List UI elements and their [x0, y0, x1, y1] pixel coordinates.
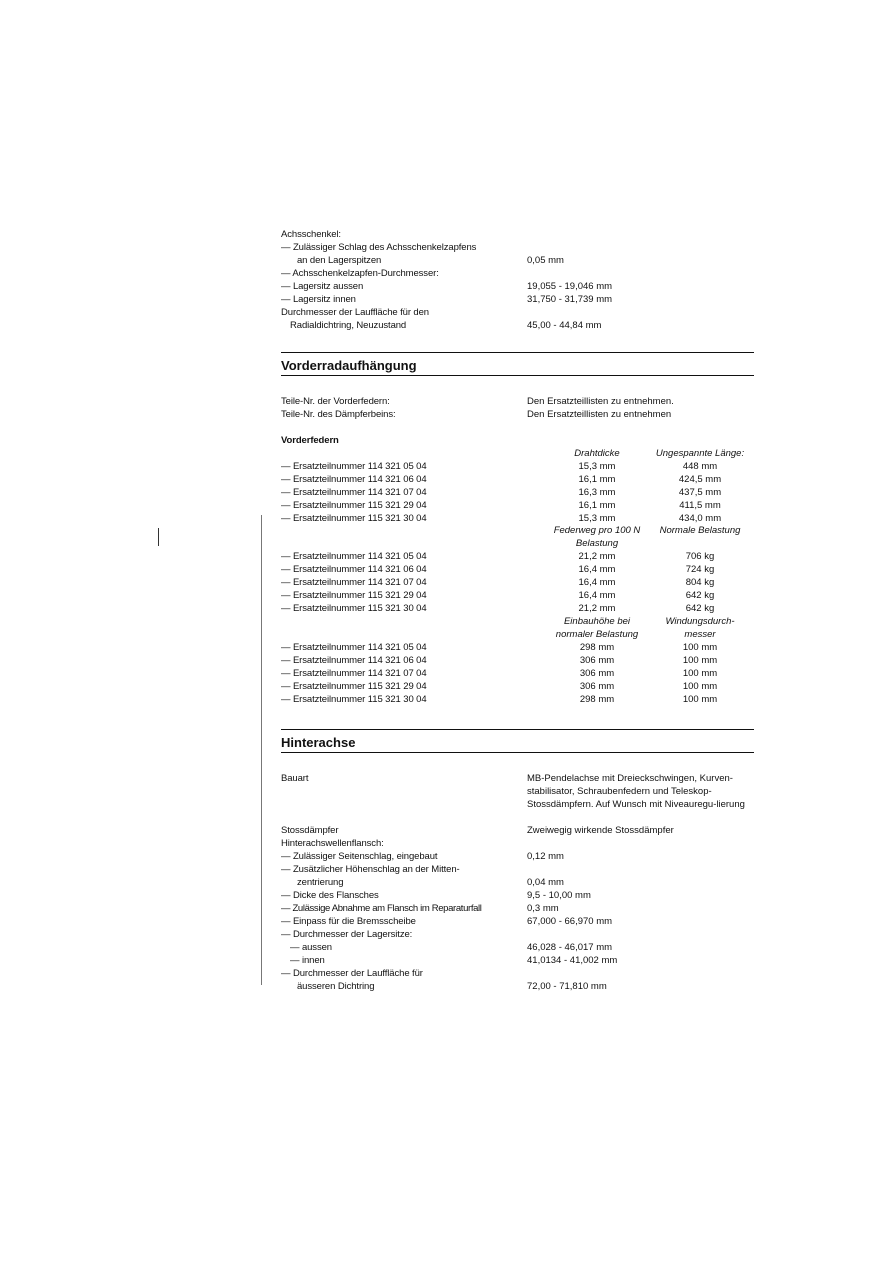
- hinterachse-row-value: 0,04 mm: [527, 877, 564, 888]
- stossdaempfer-value: Zweiwegig wirkende Stossdämpfer: [527, 825, 674, 836]
- spring-row-value: 306 mm: [579, 668, 615, 679]
- section-rule-top: [281, 352, 754, 353]
- spring-row-value: 21,2 mm: [578, 551, 616, 562]
- vorderfedern-heading: Vorderfedern: [281, 435, 339, 446]
- spring-row-label: — Ersatzteilnummer 114 321 06 04: [281, 564, 427, 575]
- achsschenkel-row-label: — Achsschenkelzapfen-Durchmesser:: [281, 268, 439, 279]
- teile-federn-value: Den Ersatzteillisten zu entnehmen.: [527, 396, 674, 407]
- column-header-drahtdicke: Drahtdicke: [574, 448, 620, 459]
- teile-daempfer-label: Teile-Nr. des Dämpferbeins:: [281, 409, 396, 420]
- spring-row-value: 424,5 mm: [678, 474, 722, 485]
- spring-row-value: 642 kg: [685, 590, 715, 601]
- hinterachse-row-label: zentrierung: [297, 877, 344, 888]
- spring-row-label: — Ersatzteilnummer 114 321 07 04: [281, 668, 427, 679]
- achsschenkel-row-value: 31,750 - 31,739 mm: [527, 294, 613, 305]
- achsschenkel-row-label: Durchmesser der Lauffläche für den: [281, 307, 429, 318]
- teile-federn-label: Teile-Nr. der Vorderfedern:: [281, 396, 390, 407]
- spring-row-value: 448 mm: [682, 461, 718, 472]
- spring-row-value: 298 mm: [579, 642, 615, 653]
- spring-row-value: 100 mm: [682, 681, 718, 692]
- section-rule-bottom: [281, 375, 754, 376]
- spring-row-value: 724 kg: [685, 564, 715, 575]
- hinterachse-row-label: — Durchmesser der Lagersitze:: [281, 929, 413, 940]
- margin-mark: [158, 528, 159, 546]
- spring-row-label: — Ersatzteilnummer 114 321 06 04: [281, 474, 427, 485]
- column-header-einbauhoehe: Einbauhöhe bei: [563, 616, 631, 627]
- spring-row-label: — Ersatzteilnummer 115 321 30 04: [281, 603, 427, 614]
- spring-row-value: 16,4 mm: [578, 577, 616, 588]
- hinterachse-row-value: 0,12 mm: [527, 851, 564, 862]
- spring-row-value: 306 mm: [579, 655, 615, 666]
- column-header-laenge: Ungespannte Länge:: [655, 448, 745, 459]
- spring-row-label: — Ersatzteilnummer 114 321 07 04: [281, 487, 427, 498]
- spring-row-value: 100 mm: [682, 655, 718, 666]
- bauart-label: Bauart: [281, 773, 309, 784]
- spring-row-value: 434,0 mm: [678, 513, 722, 524]
- spring-row-label: — Ersatzteilnummer 115 321 29 04: [281, 590, 427, 601]
- spring-row-value: 16,4 mm: [578, 590, 616, 601]
- column-header-windung-2: messer: [684, 629, 716, 640]
- column-header-federweg-2: Belastung: [575, 538, 619, 549]
- column-header-federweg: Federweg pro 100 N: [553, 525, 641, 536]
- hinterachse-row-value: 46,028 - 46,017 mm: [527, 942, 613, 953]
- achsschenkel-row-label: Radialdichtring, Neuzustand: [290, 320, 407, 331]
- spring-row-label: — Ersatzteilnummer 115 321 29 04: [281, 681, 427, 692]
- spring-row-value: 16,1 mm: [578, 474, 616, 485]
- spring-row-value: 306 mm: [579, 681, 615, 692]
- spring-row-value: 16,3 mm: [578, 487, 616, 498]
- column-header-belastung: Normale Belastung: [659, 525, 741, 536]
- hinterachse-row-value: 67,000 - 66,970 mm: [527, 916, 613, 927]
- hinterachse-row-value: 41,0134 - 41,002 mm: [527, 955, 618, 966]
- achsschenkel-heading: Achsschenkel:: [281, 229, 341, 240]
- hinterachse-row-label: — innen: [290, 955, 325, 966]
- hinterachse-row-value: 9,5 - 10,00 mm: [527, 890, 591, 901]
- spring-row-value: 706 kg: [685, 551, 715, 562]
- teile-daempfer-value: Den Ersatzteillisten zu entnehmen: [527, 409, 672, 420]
- spring-row-label: — Ersatzteilnummer 114 321 07 04: [281, 577, 427, 588]
- spring-row-value: 298 mm: [579, 694, 615, 705]
- spring-row-label: — Ersatzteilnummer 114 321 06 04: [281, 655, 427, 666]
- spring-row-value: 100 mm: [682, 668, 718, 679]
- achsschenkel-row-label: an den Lagerspitzen: [297, 255, 382, 266]
- spring-row-value: 21,2 mm: [578, 603, 616, 614]
- achsschenkel-row-label: — Lagersitz aussen: [281, 281, 364, 292]
- achsschenkel-row-value: 45,00 - 44,84 mm: [527, 320, 602, 331]
- section-title-vorderrad: Vorderradaufhängung: [281, 358, 417, 373]
- hinterachse-row-value: 0,3 mm: [527, 903, 559, 914]
- spring-row-value: 15,3 mm: [578, 461, 616, 472]
- spring-row-value: 100 mm: [682, 642, 718, 653]
- spring-row-value: 437,5 mm: [678, 487, 722, 498]
- column-header-einbauhoehe-2: normaler Belastung: [555, 629, 639, 640]
- hinterachse-row-label: — Zulässige Abnahme am Flansch im Reparaturfall: [281, 903, 482, 914]
- flansch-heading: Hinterachswellenflansch:: [281, 838, 384, 849]
- hinterachse-row-label: — Zulässiger Seitenschlag, eingebaut: [281, 851, 438, 862]
- hinterachse-row-label: — Zusätzlicher Höhenschlag an der Mitten-: [281, 864, 460, 875]
- bauart-value: MB-Pendelachse mit Dreieckschwingen, Kurven-stabilisator, Schraubenfedern und Teleskop-Stossdämpfern. Auf Wunsch mit Niveauregu-lierung: [527, 773, 745, 810]
- hinterachse-row-label: äusseren Dichtring: [297, 981, 375, 992]
- spring-row-value: 100 mm: [682, 694, 718, 705]
- spring-row-label: — Ersatzteilnummer 114 321 05 04: [281, 551, 427, 562]
- spring-row-value: 411,5 mm: [679, 500, 721, 511]
- spring-row-label: — Ersatzteilnummer 114 321 05 04: [281, 642, 427, 653]
- spring-row-label: — Ersatzteilnummer 115 321 30 04: [281, 513, 427, 524]
- spring-row-value: 642 kg: [685, 603, 715, 614]
- spring-row-label: — Ersatzteilnummer 115 321 30 04: [281, 694, 427, 705]
- section-rule-bottom: [281, 752, 754, 753]
- stossdaempfer-label: Stossdämpfer: [281, 825, 339, 836]
- achsschenkel-row-label: — Zulässiger Schlag des Achsschenkelzapfens: [281, 242, 477, 253]
- achsschenkel-row-value: 19,055 - 19,046 mm: [527, 281, 613, 292]
- spring-row-value: 804 kg: [685, 577, 715, 588]
- section-rule-top: [281, 729, 754, 730]
- hinterachse-row-label: — Dicke des Flansches: [281, 890, 379, 901]
- hinterachse-row-label: — Durchmesser der Lauffläche für: [281, 968, 423, 979]
- section-title-hinterachse: Hinterachse: [281, 735, 356, 750]
- hinterachse-row-label: — Einpass für die Bremsscheibe: [281, 916, 416, 927]
- spring-row-value: 15,3 mm: [578, 513, 616, 524]
- achsschenkel-row-value: 0,05 mm: [527, 255, 564, 266]
- spring-row-value: 16,4 mm: [578, 564, 616, 575]
- achsschenkel-row-label: — Lagersitz innen: [281, 294, 356, 305]
- hinterachse-row-value: 72,00 - 71,810 mm: [527, 981, 607, 992]
- spring-row-value: 16,1 mm: [578, 500, 616, 511]
- spring-row-label: — Ersatzteilnummer 114 321 05 04: [281, 461, 427, 472]
- spring-row-label: — Ersatzteilnummer 115 321 29 04: [281, 500, 427, 511]
- column-header-windung: Windungsdurch-: [665, 616, 735, 627]
- hinterachse-row-label: — aussen: [290, 942, 332, 953]
- margin-bar: [261, 515, 262, 985]
